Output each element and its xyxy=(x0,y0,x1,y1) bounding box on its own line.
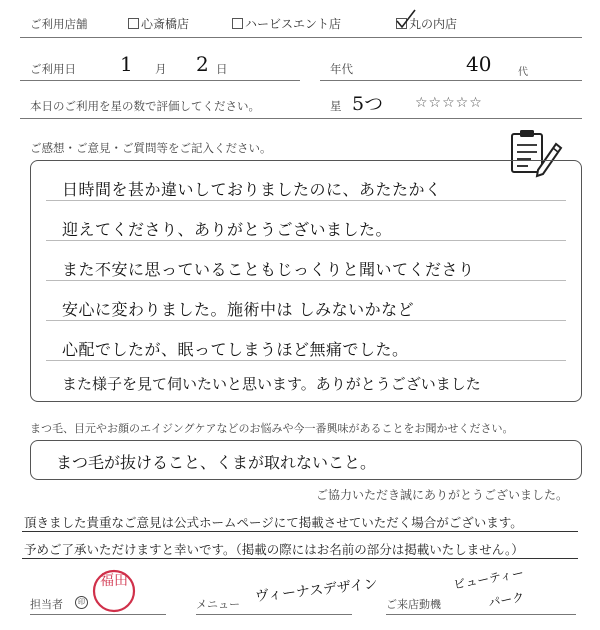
motive-label: ご来店動機 xyxy=(386,598,441,611)
divider xyxy=(20,37,582,38)
age-unit: 代 xyxy=(518,67,528,78)
ruled-line xyxy=(46,360,566,361)
rating-stars: ☆☆☆☆☆ xyxy=(415,95,483,111)
store-option-shinsaibashi[interactable] xyxy=(128,15,189,32)
checkbox-herbis[interactable] xyxy=(232,18,243,29)
store-option-marunouchi[interactable] xyxy=(396,15,457,32)
comment-line: 迎えてくださり、ありがとうございました。 xyxy=(62,220,393,239)
ruled-line xyxy=(46,280,566,281)
divider xyxy=(30,614,166,615)
comment-line: また不安に思っていることもじっくりと聞いてくださり xyxy=(62,260,475,279)
visit-month-value: 1 xyxy=(120,52,133,76)
motive-value-line-2: パーク xyxy=(487,589,526,611)
seal-mark: 印 xyxy=(75,596,88,609)
visit-day-value: 2 xyxy=(196,52,209,76)
age-label: 年代 xyxy=(330,62,353,76)
store-option-label: ハービスエント店 xyxy=(245,17,342,31)
age-value: 40 xyxy=(466,52,492,76)
menu-label: メニュー xyxy=(196,598,240,611)
store-option-herbis[interactable] xyxy=(232,15,341,32)
menu-value: ヴィーナスデザイン xyxy=(254,576,379,606)
divider xyxy=(20,118,582,119)
notice-underline xyxy=(22,558,578,559)
comment-line: 日時間を甚か違いしておりましたのに、あたたかく xyxy=(62,180,442,199)
divider xyxy=(320,80,582,81)
notice-line-2: 予めご了承いただけますと幸いです。（掲載の際にはお名前の部分は掲載いたしません。） xyxy=(24,542,524,557)
divider xyxy=(386,614,576,615)
visit-month-unit: 月 xyxy=(155,62,167,76)
comment-line: 心配でしたが、眠ってしまうほど無痛でした。 xyxy=(62,340,409,359)
divider xyxy=(20,80,300,81)
check-mark-icon xyxy=(395,9,417,31)
rating-question: 本日のご利用を星の数で評価してください。 xyxy=(30,99,260,113)
motive-value-line-1: ビューティー xyxy=(452,565,525,593)
ruled-line xyxy=(46,240,566,241)
rating-star-value: 5つ xyxy=(352,93,384,115)
thanks-message: ご協力いただき誠にありがとうございました。 xyxy=(315,488,568,502)
visit-day-unit: 日 xyxy=(216,62,228,76)
store-option-label: 心斎橋店 xyxy=(141,17,190,31)
staff-label: 担当者 xyxy=(30,598,63,611)
comments-label: ご感想・ご意見・ご質問等をご記入ください。 xyxy=(30,141,272,155)
ruled-line xyxy=(46,200,566,201)
staff-stamp xyxy=(92,569,136,613)
ruled-line xyxy=(46,320,566,321)
stamp-text: 福田 xyxy=(100,573,128,589)
store-option-label: 丸の内店 xyxy=(409,17,458,31)
visit-date-label: ご利用日 xyxy=(30,62,76,76)
concerns-answer: まつ毛が抜けること、くまが取れないこと。 xyxy=(56,453,377,472)
checkbox-marunouchi[interactable] xyxy=(396,18,407,29)
divider xyxy=(196,614,352,615)
concerns-question: まつ毛、目元やお顔のエイジングケアなどのお悩みや今一番興味があることをお聞かせください。 xyxy=(30,422,514,435)
store-label: ご利用店舗 xyxy=(30,17,88,31)
notice-line-1: 頂きました貴重なご意見は公式ホームページにて掲載させていただく場合がございます。 xyxy=(24,515,523,530)
rating-star-label: 星 xyxy=(330,99,342,113)
notice-underline xyxy=(22,531,578,532)
comment-line: また様子を見て伺いたいと思います。ありがとうございました xyxy=(62,375,481,393)
checkbox-shinsaibashi[interactable] xyxy=(128,18,139,29)
comment-line: 安心に変わりました。施術中は しみないかなど xyxy=(62,300,415,319)
